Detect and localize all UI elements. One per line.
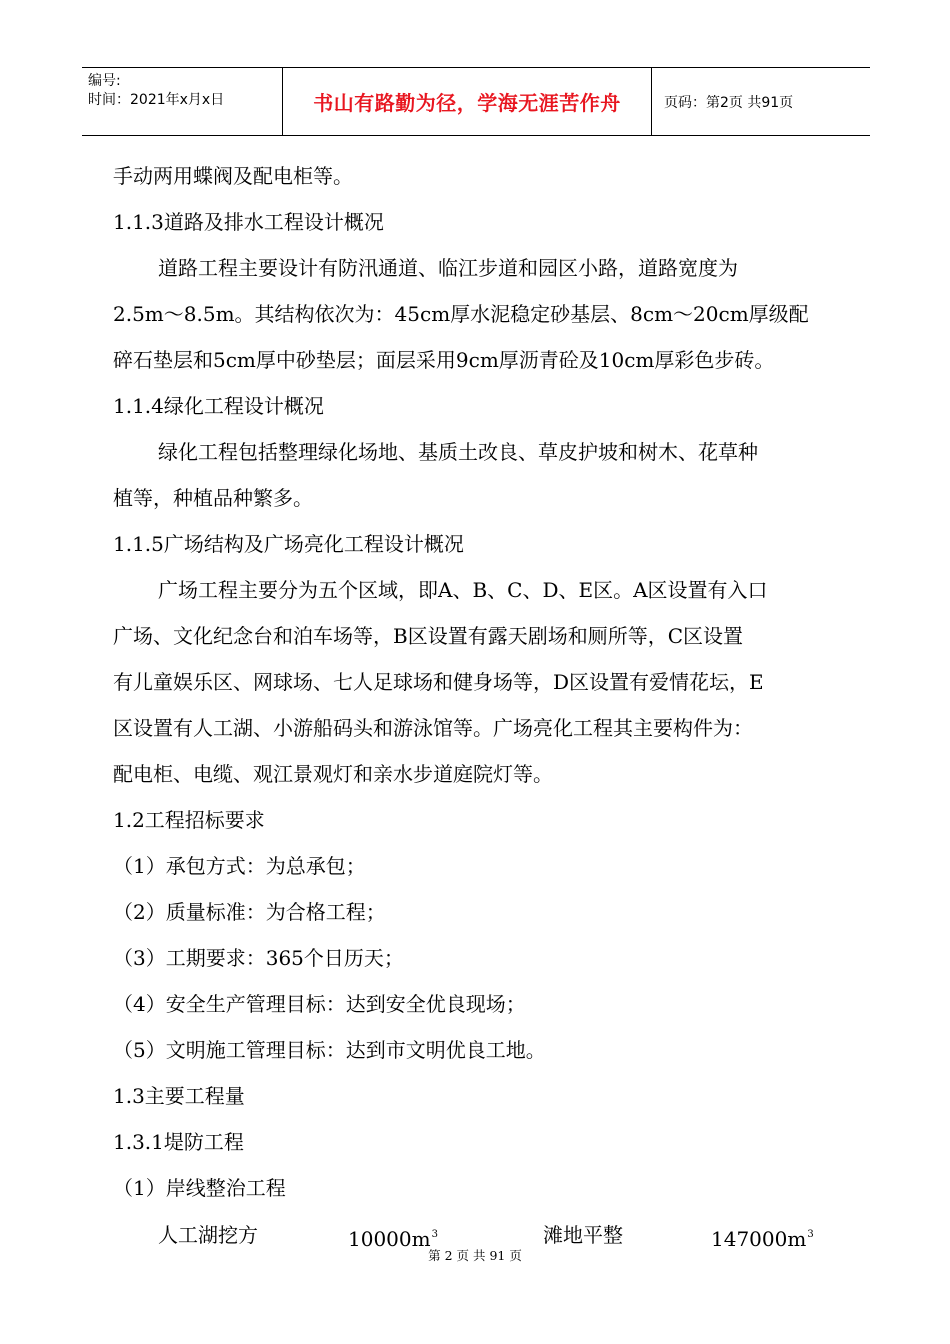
- document-number-label: 编号:: [88, 73, 121, 89]
- paragraph-line: 广场工程主要分为五个区域，即A、B、C、D、E区。A区设置有入口: [158, 578, 768, 602]
- list-item: （5）文明施工管理目标：达到市文明优良工地。: [113, 1038, 546, 1062]
- paragraph-line: 有儿童娱乐区、网球场、七人足球场和健身场等，D区设置有爱情花坛，E: [113, 670, 764, 694]
- list-item: （4）安全生产管理目标：达到安全优良现场；: [113, 992, 526, 1016]
- quantity-value-text: 10000m: [348, 1227, 431, 1251]
- paragraph-line: 碎石垫层和5cm厚中砂垫层；面层采用9cm厚沥青砼及10cm厚彩色步砖。: [113, 348, 775, 372]
- document-body: [113, 153, 843, 1259]
- section-heading: 1.3.1堤防工程: [113, 1130, 244, 1154]
- unit-exponent: 3: [807, 1229, 814, 1240]
- list-item: （1）承包方式：为总承包；: [113, 854, 366, 878]
- paragraph-line: 2.5m～8.5m。其结构依次为：45cm厚水泥稳定砂基层、8cm～20cm厚级配: [113, 302, 809, 326]
- header-page-cell: [652, 68, 870, 135]
- header-page-number: 页码：第2页 共91页: [664, 94, 794, 111]
- section-heading: 1.3主要工程量: [113, 1084, 245, 1108]
- list-item: （2）质量标准：为合格工程；: [113, 900, 386, 924]
- paragraph-line: 配电柜、电缆、观江景观灯和亲水步道庭院灯等。: [113, 762, 553, 786]
- section-heading: 1.1.3道路及排水工程设计概况: [113, 210, 384, 234]
- document-date: 时间：2021年x月x日: [88, 92, 225, 108]
- page-header: [82, 67, 870, 136]
- section-heading: 1.2工程招标要求: [113, 808, 265, 832]
- header-motto: 书山有路勤为径，学海无涯苦作舟: [313, 91, 621, 115]
- quantity-item-name: 人工湖挖方: [158, 1223, 258, 1247]
- section-heading: 1.1.4绿化工程设计概况: [113, 394, 324, 418]
- header-motto-cell: [282, 68, 652, 135]
- unit-exponent: 3: [431, 1229, 438, 1240]
- paragraph-line: 植等，种植品种繁多。: [113, 486, 313, 510]
- paragraph-line: 手动两用蝶阀及配电柜等。: [113, 164, 353, 188]
- section-heading: 1.1.5广场结构及广场亮化工程设计概况: [113, 532, 464, 556]
- list-item: （3）工期要求：365个日历天；: [113, 946, 404, 970]
- header-info: [82, 68, 282, 135]
- list-item: （1）岸线整治工程: [113, 1176, 286, 1200]
- page-footer: 第 2 页 共 91 页: [428, 1248, 522, 1263]
- paragraph-line: 道路工程主要设计有防汛通道、临江步道和园区小路，道路宽度为: [158, 256, 738, 280]
- paragraph-line: 区设置有人工湖、小游船码头和游泳馆等。广场亮化工程其主要构件为：: [113, 716, 753, 740]
- quantity-item-name: 滩地平整: [543, 1223, 623, 1247]
- paragraph-line: 广场、文化纪念台和泊车场等，B区设置有露天剧场和厕所等，C区设置: [113, 624, 743, 648]
- paragraph-line: 绿化工程包括整理绿化场地、基质土改良、草皮护坡和树木、花草种: [158, 440, 758, 464]
- quantity-value-text: 147000m: [711, 1227, 807, 1251]
